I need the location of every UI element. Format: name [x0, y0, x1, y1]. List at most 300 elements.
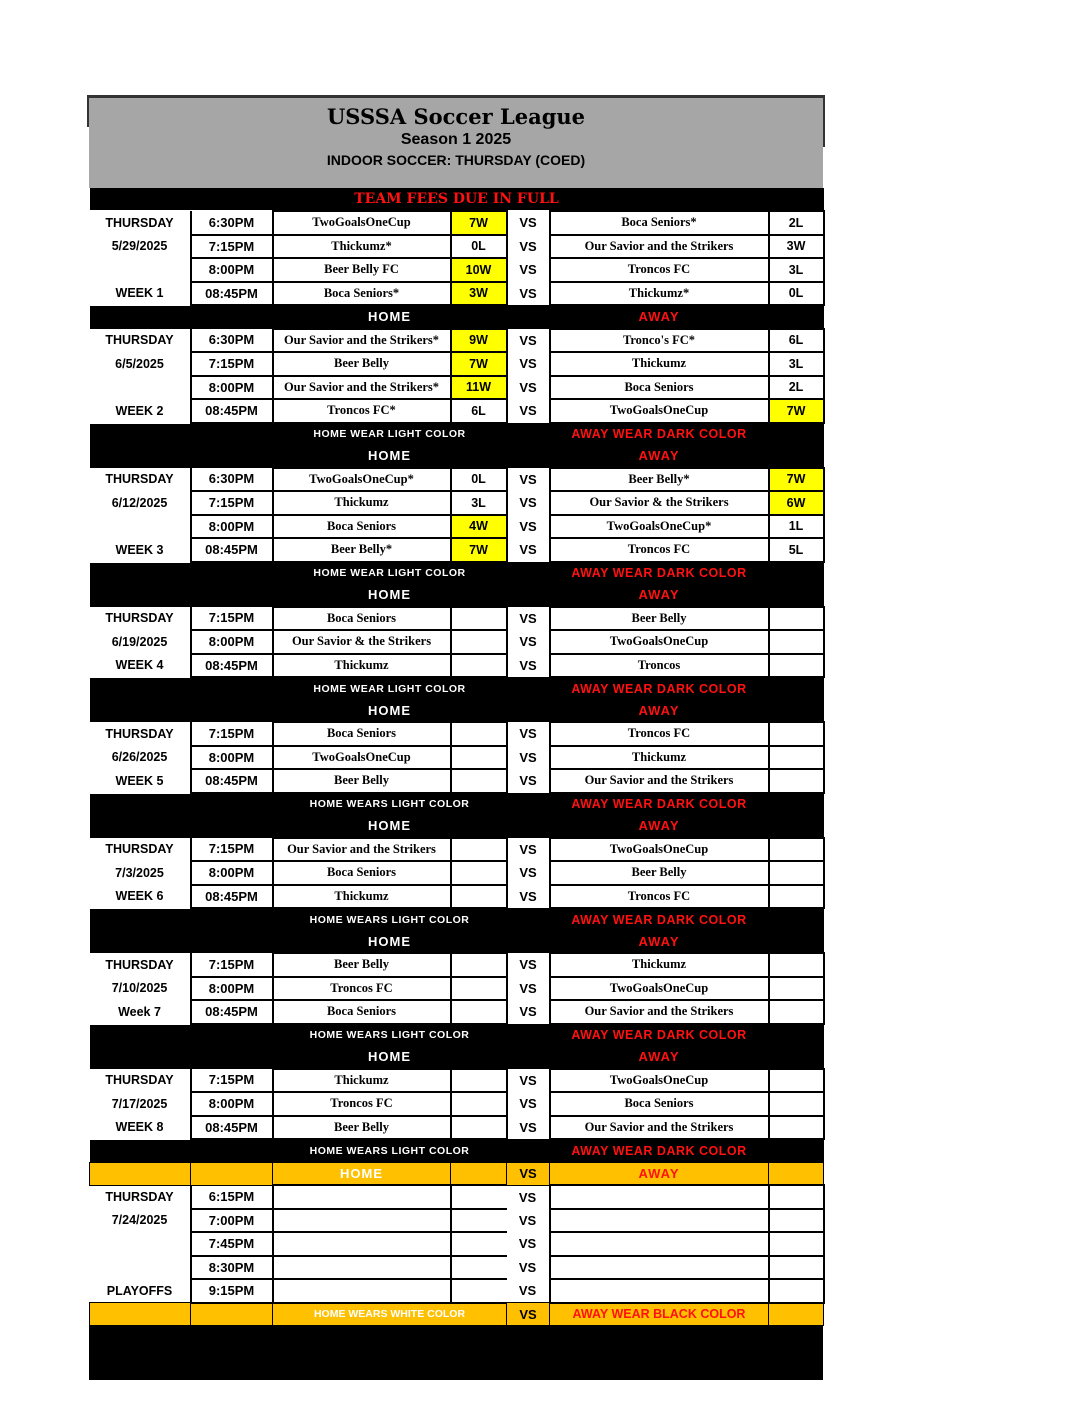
playoff-header-row — [90, 1162, 824, 1185]
season-title: Season 1 2025 — [400, 131, 512, 148]
playoff-home-score — [451, 1279, 507, 1303]
home-team: Our Savior & the Strikers — [273, 630, 451, 654]
home-team: Beer Belly — [273, 1116, 451, 1140]
game-time: 08:45PM — [191, 399, 273, 423]
vs-label: VS — [519, 726, 537, 742]
week-date-label: 5/29/2025 — [111, 239, 168, 254]
away-score — [769, 1069, 824, 1093]
spacer — [507, 815, 550, 838]
week-date-label: 6/12/2025 — [111, 495, 168, 510]
away-team: TwoGoalsOneCup — [550, 630, 769, 654]
vs-label: VS — [519, 749, 537, 765]
playoff-home-score — [451, 1185, 507, 1209]
game-time: 7:15PM — [191, 953, 273, 977]
vs-label: VS — [519, 332, 537, 348]
playoff-home-slot — [273, 1232, 451, 1256]
week-day-label: THURSDAY — [105, 842, 174, 857]
game-time: 8:00PM — [191, 861, 273, 885]
away-score — [769, 1000, 824, 1024]
spacer — [90, 562, 273, 585]
spacer — [507, 423, 550, 446]
week-date-label: 7/10/2025 — [111, 981, 168, 996]
game-time: 08:45PM — [191, 538, 273, 562]
home-score: 4W — [451, 515, 507, 539]
vs-label: VS — [519, 262, 537, 278]
playoff-away-wear-note: AWAY WEAR BLACK COLOR — [550, 1303, 769, 1326]
home-team: Thickumz — [273, 491, 451, 515]
away-score: 6W — [769, 491, 824, 515]
home-score — [451, 607, 507, 631]
game-row — [90, 654, 824, 678]
game-row — [90, 722, 824, 746]
spacer — [769, 1162, 824, 1185]
week-week-label: WEEK 3 — [115, 542, 164, 557]
spacer — [507, 677, 550, 700]
game-row — [90, 258, 824, 282]
home-away-row — [90, 931, 824, 954]
playoff-home-score — [451, 1256, 507, 1280]
game-time: 7:15PM — [191, 838, 273, 862]
game-row — [90, 1000, 824, 1024]
home-score — [451, 654, 507, 678]
home-team: Troncos FC — [273, 977, 451, 1001]
vs-label: VS — [519, 1119, 537, 1135]
vs-label: VS — [518, 1283, 537, 1298]
away-score: 5L — [769, 538, 824, 562]
playoff-row — [90, 1256, 824, 1280]
game-time: 8:00PM — [191, 1092, 273, 1116]
home-score — [451, 722, 507, 746]
home-team: Beer Belly — [273, 953, 451, 977]
game-row — [90, 399, 824, 423]
away-team: TwoGoalsOneCup* — [550, 515, 769, 539]
playoff-away-label: AWAY — [550, 1162, 769, 1185]
home-team: Beer Belly FC — [273, 258, 451, 282]
home-team: Beer Belly* — [273, 538, 451, 562]
vs-label: VS — [519, 610, 537, 626]
game-time: 7:15PM — [191, 352, 273, 376]
away-label: AWAY — [550, 445, 769, 468]
league-subtitle: INDOOR SOCCER: THURSDAY (COED) — [326, 152, 586, 168]
home-team: Thickumz* — [273, 235, 451, 259]
week-week-label: WEEK 1 — [115, 286, 164, 301]
game-time: 8:00PM — [191, 515, 273, 539]
home-score: 7W — [451, 352, 507, 376]
vs-label: VS — [519, 495, 537, 511]
home-score — [451, 1116, 507, 1140]
fees-row — [90, 188, 824, 211]
away-score — [769, 654, 824, 678]
home-score — [451, 885, 507, 909]
game-row — [90, 1069, 824, 1093]
spacer — [90, 1139, 273, 1162]
game-row — [90, 838, 824, 862]
away-score: 7W — [769, 468, 824, 492]
game-row — [90, 538, 824, 562]
playoff-time: 9:15PM — [191, 1279, 273, 1303]
away-score — [769, 838, 824, 862]
game-row — [90, 953, 824, 977]
spacer — [507, 562, 550, 585]
away-team: TwoGoalsOneCup — [550, 399, 769, 423]
away-team: Troncos FC — [550, 885, 769, 909]
spacer — [769, 1046, 824, 1069]
playoff-home-slot — [273, 1279, 451, 1303]
away-score — [769, 1116, 824, 1140]
spacer — [769, 908, 824, 931]
away-score: 3L — [769, 352, 824, 376]
home-wear-note: HOME WEAR LIGHT COLOR — [273, 423, 507, 446]
week-day-label: THURSDAY — [105, 333, 174, 348]
playoff-row — [90, 1232, 824, 1256]
playoff-time: 8:30PM — [191, 1256, 273, 1280]
vs-label: VS — [519, 356, 537, 372]
footer-bar — [89, 1326, 823, 1380]
away-team: Thickumz* — [550, 282, 769, 306]
week-blank — [90, 515, 191, 539]
spacer — [90, 1303, 191, 1326]
playoff-home-label: HOME — [273, 1162, 451, 1185]
spacer — [769, 1139, 824, 1162]
away-team: Our Savior and the Strikers — [550, 769, 769, 793]
playoff-blank — [90, 1232, 191, 1256]
away-team: Our Savior and the Strikers — [550, 235, 769, 259]
game-row — [90, 235, 824, 259]
game-row — [90, 515, 824, 539]
playoff-away-score — [769, 1232, 824, 1256]
away-team: Our Savior and the Strikers — [550, 1116, 769, 1140]
vs-label: VS — [519, 1096, 537, 1112]
home-score — [451, 769, 507, 793]
playoff-away-score — [769, 1279, 824, 1303]
game-row — [90, 630, 824, 654]
home-score — [451, 1069, 507, 1093]
wear-row — [90, 677, 824, 700]
vs-label: VS — [519, 634, 537, 650]
away-team: Beer Belly — [550, 607, 769, 631]
away-wear-note: AWAY WEAR DARK COLOR — [550, 1024, 769, 1047]
away-score — [769, 746, 824, 770]
week-date-label: 6/19/2025 — [111, 634, 168, 649]
away-team: TwoGoalsOneCup — [550, 838, 769, 862]
home-team: Thickumz — [273, 1069, 451, 1093]
home-team: Our Savior and the Strikers* — [273, 376, 451, 400]
spacer — [507, 305, 550, 329]
wear-row — [90, 562, 824, 585]
away-team: Troncos FC — [550, 722, 769, 746]
away-team: Boca Seniors* — [550, 211, 769, 235]
game-time: 8:00PM — [191, 258, 273, 282]
away-label: AWAY — [550, 1046, 769, 1069]
away-score: 2L — [769, 376, 824, 400]
game-row — [90, 861, 824, 885]
week-week-label: WEEK 6 — [115, 889, 164, 904]
away-score: 3L — [769, 258, 824, 282]
away-team: Beer Belly* — [550, 468, 769, 492]
spacer — [507, 1139, 550, 1162]
game-time: 08:45PM — [191, 282, 273, 306]
game-time: 6:30PM — [191, 468, 273, 492]
vs-label: VS — [507, 1303, 550, 1326]
vs-label: VS — [519, 1072, 537, 1088]
away-score — [769, 885, 824, 909]
game-time: 8:00PM — [191, 746, 273, 770]
away-score: 1L — [769, 515, 824, 539]
spacer — [769, 1024, 824, 1047]
home-label: HOME — [273, 815, 507, 838]
spacer — [191, 1162, 273, 1185]
week-blank — [90, 376, 191, 400]
away-score — [769, 722, 824, 746]
vs-label: VS — [519, 841, 537, 857]
home-score: 9W — [451, 329, 507, 353]
vs-label: VS — [519, 1004, 537, 1020]
playoff-row — [90, 1185, 824, 1209]
home-team: Troncos FC* — [273, 399, 451, 423]
vs-label: VS — [519, 518, 537, 534]
home-team: Beer Belly — [273, 352, 451, 376]
away-score: 6L — [769, 329, 824, 353]
week-week-label: WEEK 5 — [115, 773, 164, 788]
week-week-label: WEEK 8 — [115, 1120, 164, 1135]
week-blank — [90, 258, 191, 282]
home-score — [451, 630, 507, 654]
week-week-label: WEEK 4 — [115, 658, 164, 673]
playoff-away-slot — [550, 1232, 769, 1256]
home-team: Boca Seniors — [273, 1000, 451, 1024]
home-wear-note: HOME WEAR LIGHT COLOR — [273, 677, 507, 700]
week-date-label: 7/17/2025 — [111, 1096, 168, 1111]
away-team: Troncos — [550, 654, 769, 678]
week-day-label: THURSDAY — [105, 472, 174, 487]
spacer — [507, 445, 550, 468]
playoff-home-slot — [273, 1209, 451, 1233]
spacer — [90, 305, 273, 329]
playoff-date: 7/24/2025 — [111, 1213, 168, 1228]
home-label: HOME — [273, 305, 507, 329]
spacer — [769, 815, 824, 838]
playoff-away-score — [769, 1209, 824, 1233]
home-score — [451, 1000, 507, 1024]
schedule-table — [89, 188, 825, 1326]
game-row — [90, 329, 824, 353]
game-row — [90, 885, 824, 909]
home-team: Troncos FC — [273, 1092, 451, 1116]
away-label: AWAY — [550, 700, 769, 723]
home-away-row — [90, 1046, 824, 1069]
away-wear-note: AWAY WEAR DARK COLOR — [550, 793, 769, 816]
week-date-label: 6/26/2025 — [111, 750, 168, 765]
week-date-label: 6/5/2025 — [115, 356, 164, 371]
home-score: 7W — [451, 211, 507, 235]
playoff-time: 7:45PM — [191, 1232, 273, 1256]
home-score: 10W — [451, 258, 507, 282]
home-label: HOME — [273, 1046, 507, 1069]
away-label: AWAY — [550, 305, 769, 329]
wear-row — [90, 1024, 824, 1047]
playoff-away-slot — [550, 1185, 769, 1209]
vs-label: VS — [518, 1212, 537, 1228]
game-row — [90, 211, 824, 235]
home-team: TwoGoalsOneCup* — [273, 468, 451, 492]
week-day-label: THURSDAY — [105, 611, 174, 626]
home-team: TwoGoalsOneCup — [273, 746, 451, 770]
home-away-row — [90, 700, 824, 723]
game-row — [90, 491, 824, 515]
playoff-label: PLAYOFFS — [106, 1283, 173, 1298]
spacer — [90, 931, 273, 954]
spacer — [90, 793, 273, 816]
home-away-row — [90, 445, 824, 468]
home-score — [451, 838, 507, 862]
home-team: Boca Seniors — [273, 607, 451, 631]
game-row — [90, 769, 824, 793]
spacer — [769, 562, 824, 585]
home-away-row — [90, 584, 824, 607]
game-time: 08:45PM — [191, 1116, 273, 1140]
game-time: 7:15PM — [191, 607, 273, 631]
wear-row — [90, 908, 824, 931]
playoff-home-score — [451, 1232, 507, 1256]
away-team: TwoGoalsOneCup — [550, 1069, 769, 1093]
home-wear-note: HOME WEARS LIGHT COLOR — [273, 1024, 507, 1047]
spacer — [769, 700, 824, 723]
game-row — [90, 352, 824, 376]
playoff-away-slot — [550, 1256, 769, 1280]
home-team: Our Savior and the Strikers — [273, 838, 451, 862]
away-wear-note: AWAY WEAR DARK COLOR — [550, 677, 769, 700]
away-label: AWAY — [550, 931, 769, 954]
vs-label: VS — [519, 471, 537, 487]
playoff-away-score — [769, 1256, 824, 1280]
spacer — [769, 793, 824, 816]
playoff-home-score — [451, 1209, 507, 1233]
week-day-label: THURSDAY — [105, 726, 174, 741]
spacer — [507, 1024, 550, 1047]
away-score: 3W — [769, 235, 824, 259]
away-team: Troncos FC — [550, 538, 769, 562]
away-label: AWAY — [550, 815, 769, 838]
game-time: 7:15PM — [191, 1069, 273, 1093]
spacer — [507, 584, 550, 607]
spacer — [769, 1303, 824, 1326]
vs-label: VS — [518, 1189, 537, 1205]
playoff-away-slot — [550, 1209, 769, 1233]
away-wear-note: AWAY WEAR DARK COLOR — [550, 1139, 769, 1162]
schedule-header — [89, 95, 823, 188]
game-time: 8:00PM — [191, 630, 273, 654]
vs-label: VS — [519, 379, 537, 395]
home-team: TwoGoalsOneCup — [273, 211, 451, 235]
home-team: Thickumz — [273, 885, 451, 909]
home-score: 6L — [451, 399, 507, 423]
away-team: Boca Seniors — [550, 1092, 769, 1116]
home-label: HOME — [273, 700, 507, 723]
away-label: AWAY — [550, 584, 769, 607]
playoff-away-score — [769, 1185, 824, 1209]
away-team: Boca Seniors — [550, 376, 769, 400]
spacer — [90, 700, 273, 723]
away-score — [769, 769, 824, 793]
home-team: Boca Seniors — [273, 722, 451, 746]
vs-label: VS — [519, 403, 537, 419]
home-team: Thickumz — [273, 654, 451, 678]
spacer — [507, 1046, 550, 1069]
vs-label: VS — [519, 238, 537, 254]
away-team: Thickumz — [550, 746, 769, 770]
vs-label: VS — [519, 888, 537, 904]
away-score — [769, 977, 824, 1001]
playoff-away-slot — [550, 1279, 769, 1303]
spacer — [769, 931, 824, 954]
home-team: Boca Seniors — [273, 515, 451, 539]
game-time: 7:15PM — [191, 491, 273, 515]
week-day-label: THURSDAY — [105, 1073, 174, 1088]
spacer — [90, 1024, 273, 1047]
away-score — [769, 953, 824, 977]
league-title: USSSA Soccer League — [326, 104, 586, 129]
spacer — [507, 931, 550, 954]
home-score: 7W — [451, 538, 507, 562]
vs-label: VS — [519, 215, 537, 231]
week-day-label: THURSDAY — [105, 957, 174, 972]
game-time: 08:45PM — [191, 654, 273, 678]
home-score: 11W — [451, 376, 507, 400]
wear-row — [90, 793, 824, 816]
vs-label: VS — [519, 957, 537, 973]
home-team: Our Savior and the Strikers* — [273, 329, 451, 353]
home-away-row — [90, 305, 824, 329]
spacer — [90, 584, 273, 607]
away-team: Tronco's FC* — [550, 329, 769, 353]
game-row — [90, 977, 824, 1001]
wear-row — [90, 423, 824, 446]
playoff-home-slot — [273, 1256, 451, 1280]
spacer — [90, 1162, 191, 1185]
vs-label: VS — [518, 1236, 537, 1252]
home-away-row — [90, 815, 824, 838]
game-row — [90, 1092, 824, 1116]
home-wear-note: HOME WEARS LIGHT COLOR — [273, 793, 507, 816]
playoff-row — [90, 1279, 824, 1303]
away-score: 7W — [769, 399, 824, 423]
spacer — [507, 908, 550, 931]
game-row — [90, 282, 824, 306]
game-row — [90, 1116, 824, 1140]
spacer — [451, 1162, 507, 1185]
away-team: Beer Belly — [550, 861, 769, 885]
spacer — [90, 1046, 273, 1069]
week-week-label: Week 7 — [118, 1004, 161, 1019]
home-wear-note: HOME WEARS LIGHT COLOR — [273, 1139, 507, 1162]
away-team: TwoGoalsOneCup — [550, 977, 769, 1001]
spacer — [90, 815, 273, 838]
playoff-time: 6:15PM — [191, 1185, 273, 1209]
home-score — [451, 1092, 507, 1116]
home-score — [451, 746, 507, 770]
game-time: 8:00PM — [191, 376, 273, 400]
home-score: 3W — [451, 282, 507, 306]
spacer — [507, 700, 550, 723]
away-score — [769, 630, 824, 654]
home-team: Boca Seniors — [273, 861, 451, 885]
game-time: 08:45PM — [191, 885, 273, 909]
playoff-day: THURSDAY — [105, 1190, 174, 1204]
game-time: 7:15PM — [191, 235, 273, 259]
game-time: 6:30PM — [191, 329, 273, 353]
game-row — [90, 376, 824, 400]
home-label: HOME — [273, 931, 507, 954]
